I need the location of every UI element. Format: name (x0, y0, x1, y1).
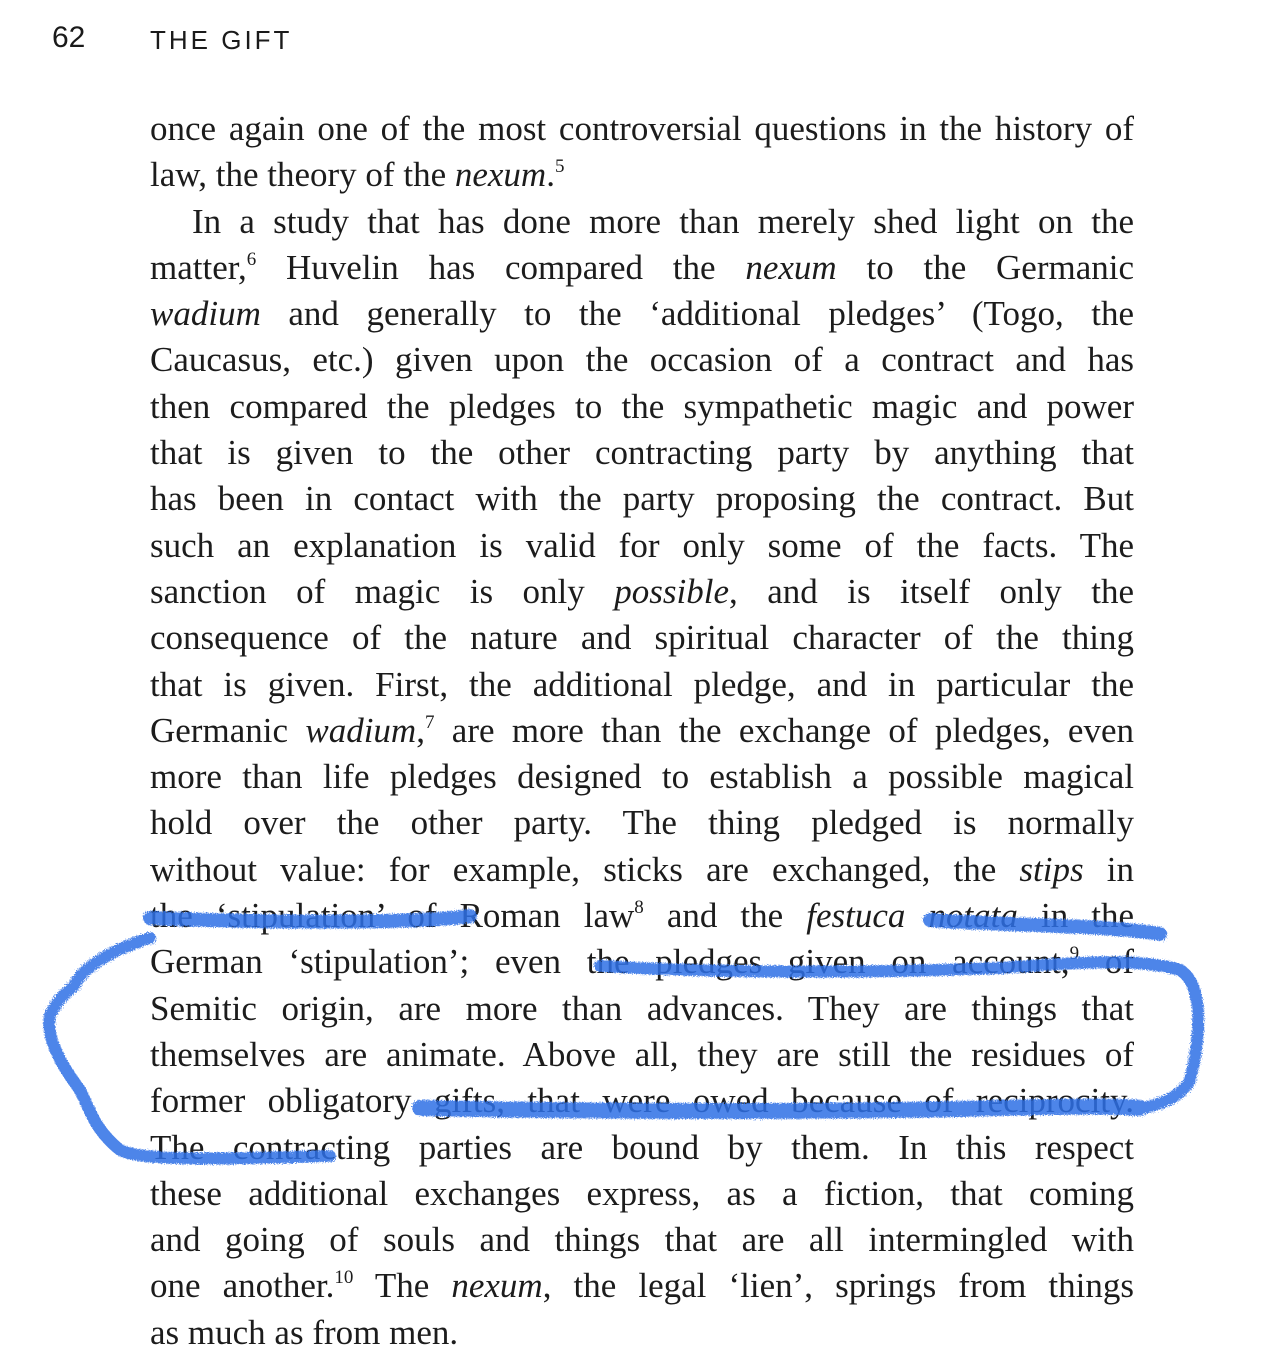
text-span: themselves are animate. Above all, they are still the residues of (150, 1034, 1134, 1074)
text-span: In a study that has done more than merely shed light on the (192, 201, 1134, 241)
text-span: without value: for example, sticks are exchanged, the (150, 849, 1020, 889)
text-span: . (546, 155, 555, 195)
text-line (150, 1171, 1134, 1217)
text-line (150, 708, 1134, 754)
footnote-ref: 6 (246, 248, 257, 270)
text-span: nexum (451, 1266, 543, 1306)
text-line (150, 152, 1134, 198)
text-span: are more than the exchange of pledges, even (434, 710, 1134, 750)
text-span: such an explanation is valid for only some of the facts. The (150, 525, 1134, 565)
text-span: the ‘stipulation’ of Roman law (150, 896, 635, 936)
text-span: The contracting parties are bound by them. In this respect (150, 1127, 1134, 1167)
text-span: German ‘stipulation’; even the pledges given on account, (150, 942, 1070, 982)
text-span: has been in contact with the party proposing the contract. But (150, 479, 1134, 519)
text-span: in the (1017, 896, 1134, 936)
text-line (150, 569, 1134, 615)
text-line (150, 430, 1134, 476)
footnote-ref: 7 (424, 711, 435, 733)
text-line (150, 1310, 1134, 1356)
text-line (150, 754, 1134, 800)
text-span: Caucasus, etc.) given upon the occasion of a contract and has (150, 340, 1134, 380)
text-line (150, 106, 1134, 152)
footnote-ref: 5 (554, 156, 565, 178)
text-line (150, 615, 1134, 661)
text-span: to the Germanic (836, 247, 1134, 287)
footnote-ref: 10 (334, 1267, 354, 1289)
text-span: , the legal ‘lien’, springs from things (542, 1266, 1134, 1306)
text-span: and the (643, 896, 807, 936)
text-span: and generally to the ‘additional pledges’ (Togo, the (260, 294, 1134, 334)
text-line (150, 986, 1134, 1032)
text-span: that is given. First, the additional pledge, and in particular the (150, 664, 1134, 704)
text-line (150, 245, 1134, 291)
text-line (150, 523, 1134, 569)
text-span: possible (614, 571, 729, 611)
footnote-ref: 8 (634, 897, 644, 919)
text-line (150, 384, 1134, 430)
text-span: wadium (150, 294, 261, 334)
text-span: as much as from men. (150, 1312, 459, 1352)
text-line (150, 199, 1134, 245)
text-span: one another. (150, 1266, 335, 1306)
page-header (0, 18, 1284, 62)
footnote-ref: 9 (1069, 943, 1080, 965)
text-span: then compared the pledges to the sympathetic magic and power (150, 386, 1134, 426)
text-span: , (416, 710, 425, 750)
text-line (150, 939, 1134, 985)
text-span: wadium (305, 710, 417, 750)
text-line (150, 1217, 1134, 1263)
text-span: and going of souls and things that are all intermingled with (150, 1220, 1134, 1260)
text-span: law, the theory of the (150, 155, 455, 195)
text-span: nexum (454, 155, 547, 195)
text-line (150, 476, 1134, 522)
text-line (150, 800, 1134, 846)
text-span: , and is itself only the (729, 571, 1134, 611)
text-line (150, 1078, 1134, 1124)
text-span: in (1083, 849, 1134, 889)
text-span: of (1079, 942, 1134, 982)
text-span: more than life pledges designed to establish a possible magical (150, 757, 1134, 797)
text-line (150, 847, 1134, 893)
text-span: once again one of the most controversial questions in the history of (150, 109, 1134, 148)
text-span: Germanic (150, 710, 306, 750)
text-line (150, 291, 1134, 337)
text-span: Semitic origin, are more than advances. They are things that (150, 988, 1134, 1028)
running-head: THE GIFT (150, 25, 293, 55)
text-span: matter, (150, 247, 247, 287)
text-span: hold over the other party. The thing pledged is normally (150, 803, 1134, 843)
text-span: that is given to the other contracting party by anything that (150, 433, 1134, 473)
text-span: nexum (745, 247, 837, 287)
text-span: The (353, 1266, 452, 1306)
text-span: former obligatory gifts, that were owed because of reciprocity. (150, 1081, 1134, 1121)
text-span: these additional exchanges express, as a fiction, that coming (150, 1173, 1134, 1213)
text-span: festuca notata (806, 896, 1018, 936)
text-span: consequence of the nature and spiritual character of the thing (150, 618, 1134, 658)
text-line (150, 1263, 1134, 1309)
page-number: 62 (52, 21, 86, 54)
text-span: stips (1019, 849, 1084, 889)
text-line (150, 662, 1134, 708)
text-line (150, 337, 1134, 383)
text-line (150, 1125, 1134, 1171)
body-text (150, 106, 1134, 1356)
text-line (150, 1032, 1134, 1078)
text-span: sanction of magic is only (150, 571, 615, 611)
text-line (150, 893, 1134, 939)
text-span: Huvelin has compared the (256, 247, 746, 287)
